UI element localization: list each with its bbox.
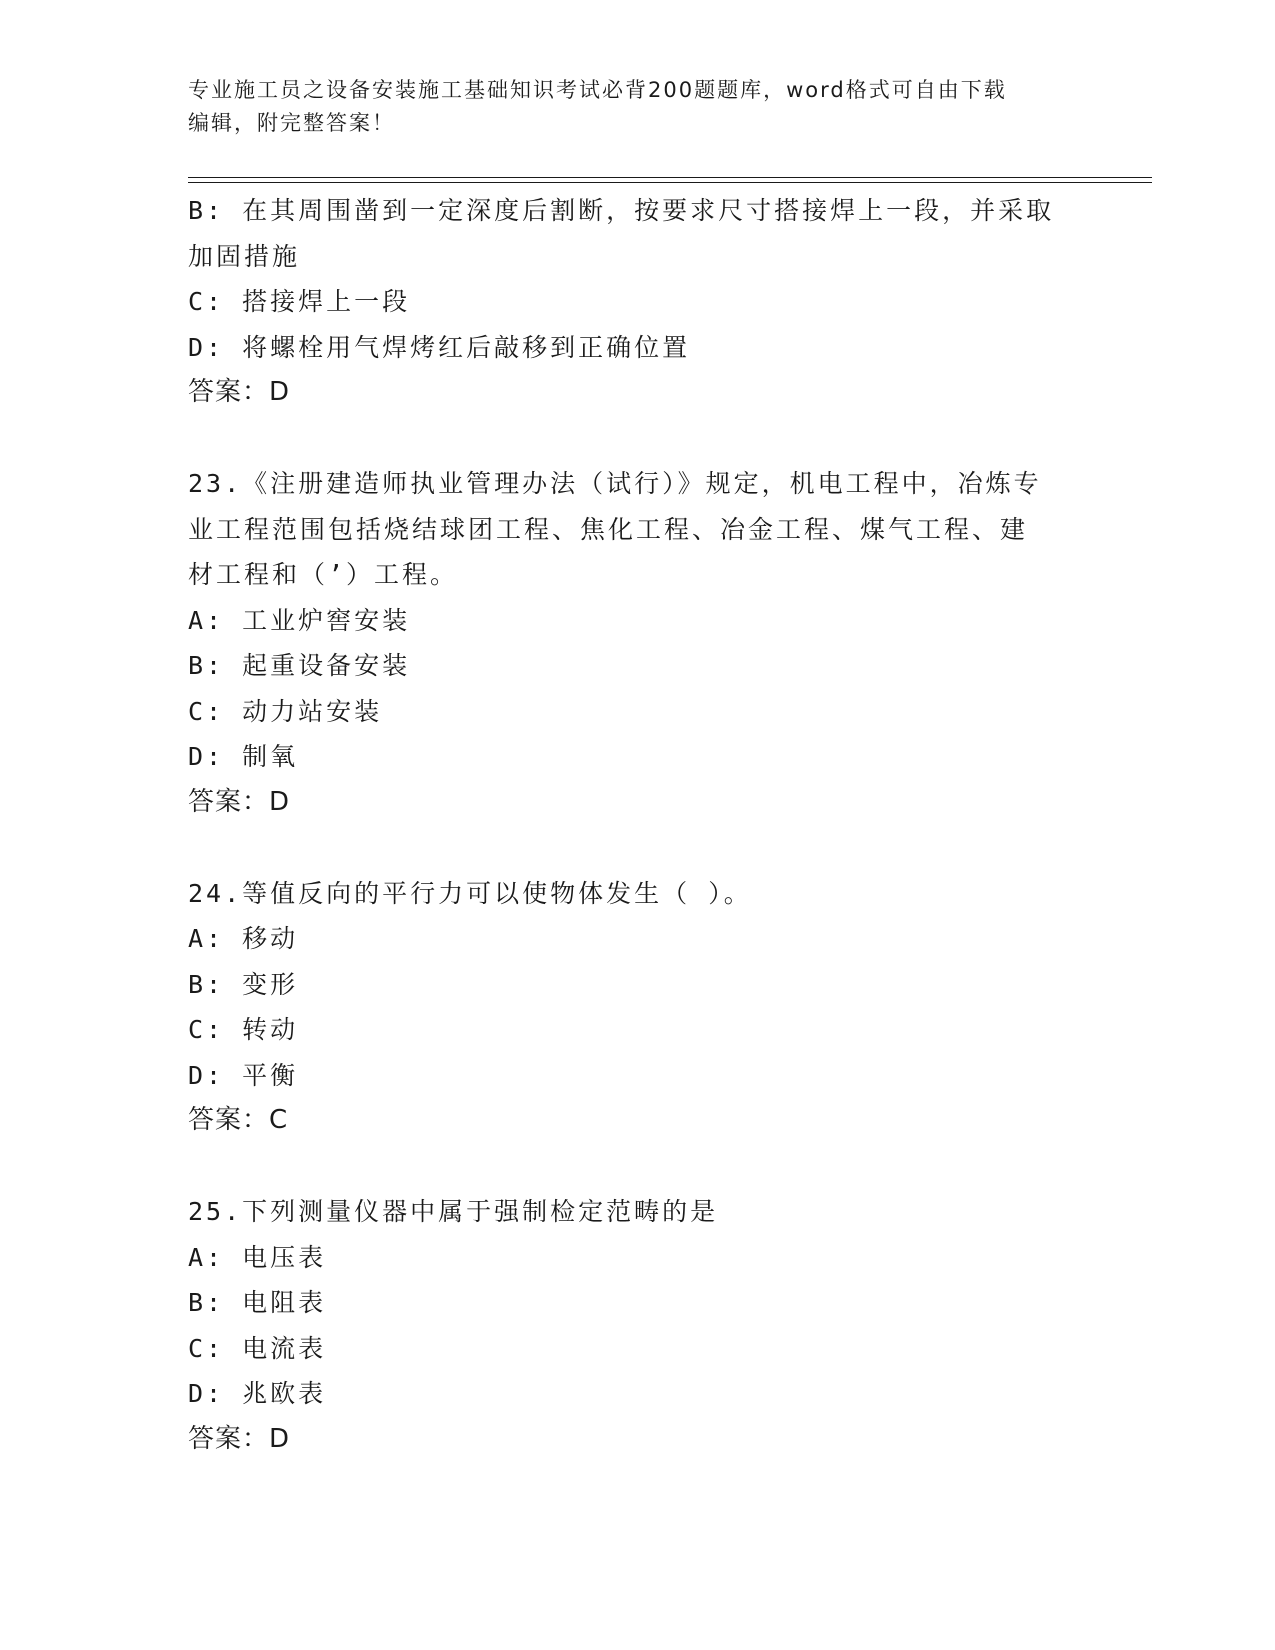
answer-label: 答案：D <box>188 786 291 817</box>
answer-label: 答案：D <box>188 1423 291 1454</box>
option-d: D: 将螺栓用气焊烤红后敲移到正确位置 <box>188 332 691 362</box>
document-header <box>188 74 1068 140</box>
option-b: B: 在其周围凿到一定深度后割断，按要求尺寸搭接焊上一段，并采取 <box>188 196 1055 225</box>
header-divider-top <box>188 177 1152 178</box>
question-stem-continued: 业工程范围包括烧结球团工程、焦化工程、冶金工程、煤气工程、建 <box>188 514 1029 544</box>
spacer <box>188 416 1088 462</box>
question-list <box>188 188 1088 1462</box>
answer-label: 答案：D <box>188 377 291 407</box>
question-stem: 23.《注册建造师执业管理办法（试行）》规定，机电工程中，冶炼专 <box>188 469 1042 498</box>
question-stem: 24.等值反向的平行力可以使物体发生（ ）。 <box>188 878 752 908</box>
option-a: A: 工业炉窖安装 <box>188 605 411 635</box>
option-a: A: 移动 <box>188 924 299 953</box>
option-c: C: 动力站安装 <box>188 696 383 726</box>
question-22-continued <box>188 188 1088 416</box>
question-stem-continued: 材工程和（’）工程。 <box>188 560 459 589</box>
spacer <box>188 1144 1088 1190</box>
question-24 <box>188 871 1088 1144</box>
option-d: D: 制氧 <box>188 742 299 771</box>
question-25 <box>188 1189 1088 1462</box>
option-b: B: 变形 <box>188 969 299 999</box>
header-divider-bottom <box>188 182 1152 183</box>
header-title-line1: 专业施工员之设备安装施工基础知识考试必背200题题库，word格式可自由下载 <box>188 78 1007 102</box>
option-c: C: 搭接焊上一段 <box>188 287 411 316</box>
question-23 <box>188 461 1088 825</box>
option-c: C: 转动 <box>188 1015 299 1044</box>
answer-label: 答案：C <box>188 1105 289 1135</box>
spacer <box>188 825 1088 871</box>
option-b: B: 起重设备安装 <box>188 651 411 680</box>
option-c: C: 电流表 <box>188 1333 327 1363</box>
question-stem: 25.下列测量仪器中属于强制检定范畴的是 <box>188 1197 719 1226</box>
option-b-continued: 加固措施 <box>188 241 301 271</box>
option-d: D: 平衡 <box>188 1060 299 1090</box>
option-d: D: 兆欧表 <box>188 1379 327 1408</box>
option-b: B: 电阻表 <box>188 1288 327 1317</box>
header-title-line2: 编辑，附完整答案！ <box>188 111 395 135</box>
option-a: A: 电压表 <box>188 1242 327 1272</box>
